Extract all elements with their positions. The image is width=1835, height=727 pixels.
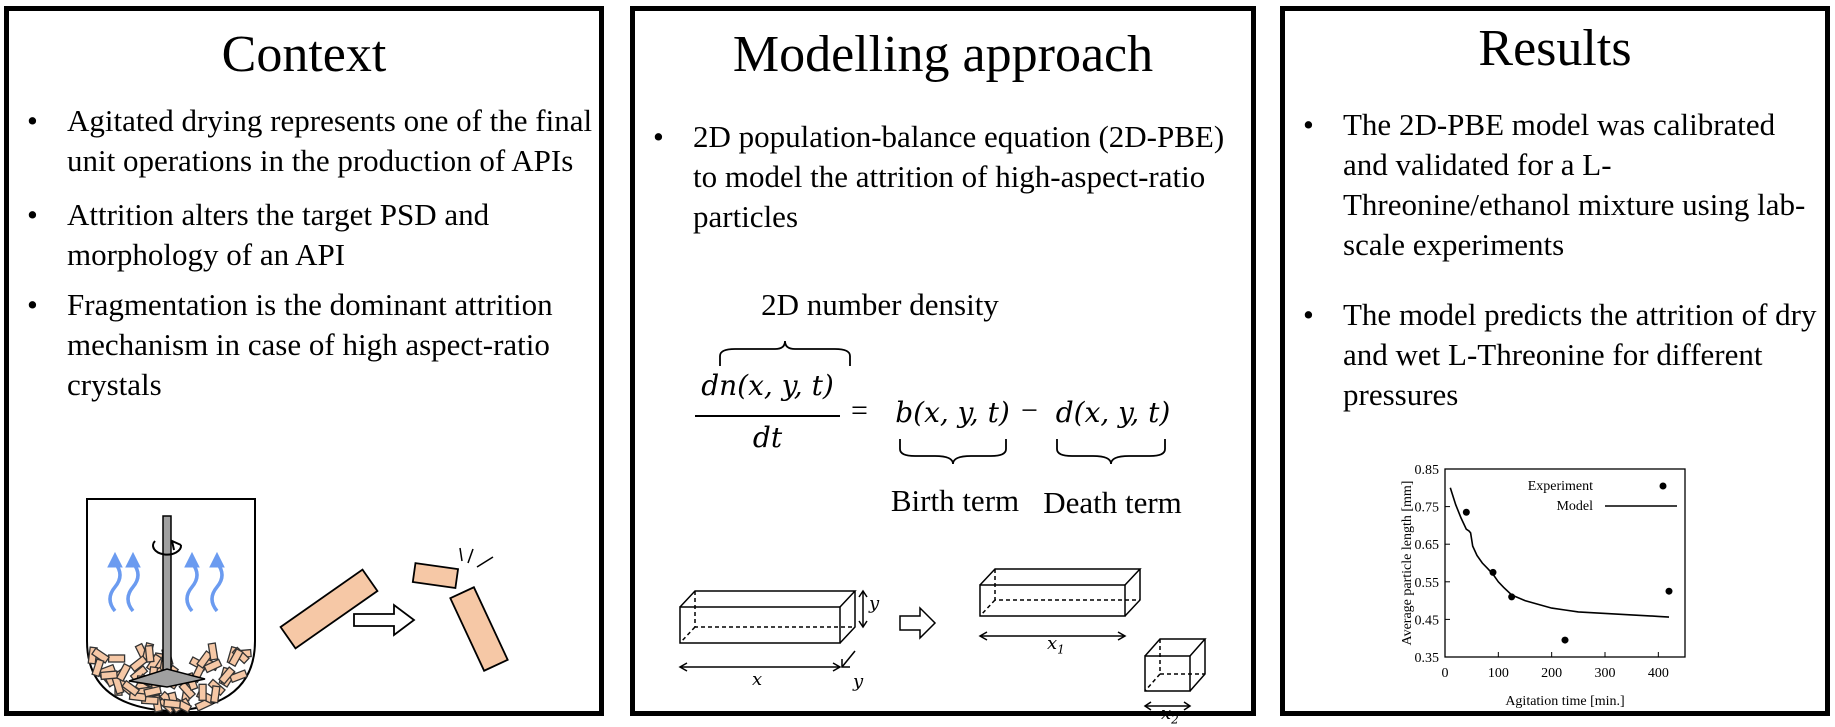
modelling-panel <box>630 6 1256 727</box>
dim-x1-label: $x_1$ <box>1047 633 1065 657</box>
y-tick-label: 0.45 <box>1414 613 1439 629</box>
equation-death: d(x, y, t) <box>1055 396 1171 429</box>
crystal-particle <box>211 686 220 703</box>
crystal-particle <box>199 684 206 700</box>
agitated-dryer-illustration <box>9 11 609 721</box>
particle-box-large <box>680 591 867 671</box>
equation-equals: = <box>851 394 868 427</box>
equation-birth: b(x, y, t) <box>895 396 1010 429</box>
x-tick-label: 0 <box>1441 666 1449 681</box>
y-tick-label: 0.55 <box>1414 575 1439 591</box>
y-tick-label: 0.75 <box>1414 500 1439 516</box>
crystal-particle <box>101 671 118 679</box>
crystal-particle <box>145 645 154 662</box>
results-bullet: • The model predicts the attrition of dry and wet L-Threonine for different pressures <box>1303 297 1817 412</box>
legend-experiment-marker <box>1660 483 1667 490</box>
results-title: Results <box>1478 20 1632 77</box>
x-tick-label: 400 <box>1647 666 1669 681</box>
experiment-point <box>1508 593 1515 600</box>
modelling-title: Modelling approach <box>732 26 1154 83</box>
crystal-particle <box>109 655 125 662</box>
particle-box-fragment-2 <box>1145 639 1205 710</box>
experiment-point <box>1666 588 1673 595</box>
birth-term-label: Birth term <box>890 483 1020 518</box>
results-bullet: • The 2D-PBE model was calibrated and validated for a L-Threonine/ethanol mixture using lab-scale experiments <box>1303 107 1806 262</box>
dim-y-label-side: y <box>869 593 880 614</box>
death-term-label: Death term <box>1043 485 1182 520</box>
experiment-point <box>1490 569 1497 576</box>
equation-numerator: dn(x, y, t) <box>701 369 834 402</box>
experiment-point <box>1562 637 1569 644</box>
crystal-particle <box>164 699 181 708</box>
particle-box-fragment-1 <box>980 569 1140 640</box>
legend-experiment: Experiment <box>1527 479 1593 494</box>
x-axis-label: Agitation time [min.] <box>1505 694 1625 709</box>
context-panel <box>4 6 604 716</box>
legend <box>1528 479 1677 514</box>
results-panel <box>1280 6 1830 716</box>
right-arrow-icon <box>900 608 935 638</box>
context-bullet: • Agitated drying represents one of the final unit operations in the production of APIs <box>27 103 593 178</box>
modelling-bullet: • 2D population-balance equation (2D-PBE) to model the attrition of high-aspect-ratio particles <box>653 119 1225 234</box>
context-bullet: • Attrition alters the target PSD and morphology of an API <box>27 197 490 272</box>
y-axis-label: Average particle length [mm] <box>1400 480 1415 646</box>
x-tick-label: 100 <box>1487 666 1509 681</box>
dim-x2-label: $x_2$ <box>1161 703 1179 727</box>
right-arrow-icon <box>354 605 414 635</box>
equation-minus: − <box>1021 394 1038 427</box>
context-title: Context <box>221 26 387 83</box>
x-tick-label: 200 <box>1541 666 1563 681</box>
crystal-intact <box>281 570 378 649</box>
y-tick-label: 0.65 <box>1414 538 1439 554</box>
legend-model: Model <box>1556 499 1593 514</box>
number-density-label: 2D number density <box>761 287 999 322</box>
dim-x-label: x <box>752 669 763 690</box>
y-tick-label: 0.85 <box>1414 463 1439 478</box>
x-tick-label: 300 <box>1594 666 1616 681</box>
equation-denominator: dt <box>752 421 783 454</box>
experiment-point <box>1463 509 1470 516</box>
attrition-chart <box>1285 11 1835 721</box>
y-tick-label: 0.35 <box>1414 651 1439 666</box>
context-bullet: • Fragmentation is the dominant attrition mechanism in case of high aspect-ratio crystals <box>27 287 553 402</box>
plot-area <box>1445 469 1685 657</box>
particle-breakage-diagram <box>635 11 1261 721</box>
dim-y-label-depth: y <box>853 671 864 692</box>
crystal-fragments <box>413 548 508 671</box>
